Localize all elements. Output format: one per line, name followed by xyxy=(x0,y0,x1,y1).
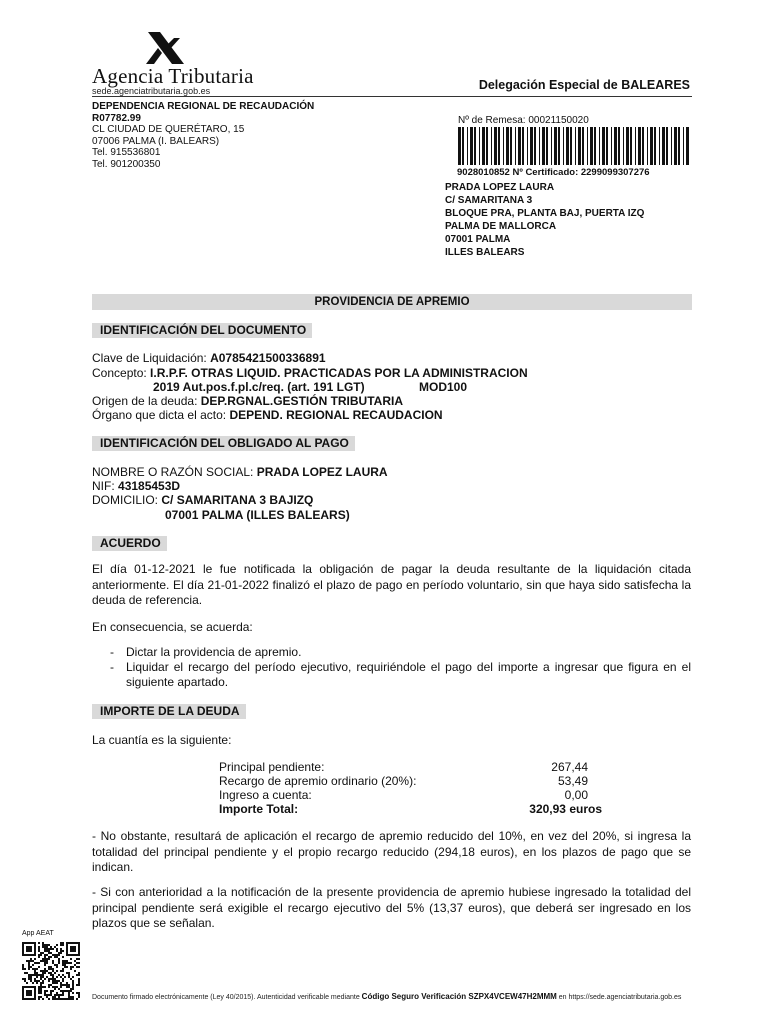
amount-value: 267,44 xyxy=(551,760,588,774)
concepto-detail: 2019 Aut.pos.f.pl.c/req. (art. 191 LGT) xyxy=(153,380,365,394)
office-city: 07006 PALMA (I. BALEARS) xyxy=(92,135,220,147)
amount-label: Principal pendiente: xyxy=(219,760,325,774)
office-name: DEPENDENCIA REGIONAL DE RECAUDACIÓN xyxy=(92,101,315,112)
nombre-label: NOMBRE O RAZÓN SOCIAL: xyxy=(92,465,254,479)
concepto-model: MOD100 xyxy=(419,380,468,394)
app-label: App AEAT xyxy=(22,930,54,937)
organo-row xyxy=(92,408,443,423)
domicilio-city: 07001 PALMA (ILLES BALEARS) xyxy=(165,508,350,522)
acuerdo-item: - Dictar la providencia de apremio. xyxy=(110,645,691,660)
footer-csv: Código Seguro Verificación SZPX4VCEW47H2MMM xyxy=(361,992,557,1001)
amount-label: Ingreso a cuenta: xyxy=(219,788,312,802)
barcode-icon xyxy=(456,127,690,165)
acuerdo-paragraph: El día 01-12-2021 le fue notificada la obligación de pagar la deuda resultante de la liquidación citada anteriormente. El día 21-01-2022 finalizó el plazo de pago en período voluntario, sin que haya sido satisfecha la deuda de referencia. xyxy=(92,562,691,607)
footer-signature xyxy=(92,992,681,1001)
amount-value: 53,49 xyxy=(557,774,588,788)
agencia-tributaria-logo-icon xyxy=(140,30,190,66)
office-code: R07782.99 xyxy=(92,112,141,124)
concepto-row xyxy=(92,366,528,381)
document-title: PROVIDENCIA DE APREMIO xyxy=(92,294,692,310)
brand-name: Agencia Tributaria xyxy=(92,64,254,88)
recipient-line: C/ SAMARITANA 3 xyxy=(445,195,533,207)
clave-label: Clave de Liquidación: xyxy=(92,351,207,365)
acuerdo-item-text: Liquidar el recargo del período ejecutivo, requiriéndole el pago del importe a ingresar que figura en el siguiente apartado. xyxy=(126,660,691,689)
section-heading-acuerdo: ACUERDO xyxy=(92,536,167,551)
domicilio-value: C/ SAMARITANA 3 BAJIZQ xyxy=(161,493,314,507)
origen-value: DEP.RGNAL.GESTIÓN TRIBUTARIA xyxy=(200,394,403,408)
acuerdo-item: - Liquidar el recargo del período ejecutivo, requiriéndole el pago del importe a ingresar que figura en el siguiente apartado. xyxy=(110,660,691,689)
clave-row xyxy=(92,351,326,366)
total-label: Importe Total: xyxy=(219,802,299,816)
recipient-line: 07001 PALMA xyxy=(445,234,511,246)
origen-label: Origen de la deuda: xyxy=(92,394,198,408)
origen-row xyxy=(92,394,403,409)
nif-label: NIF: xyxy=(92,479,115,493)
section-heading-importe: IMPORTE DE LA DEUDA xyxy=(92,704,246,719)
delegation-title: Delegación Especial de BALEARES xyxy=(478,78,690,92)
recipient-line: ILLES BALEARS xyxy=(445,247,525,259)
brand-url: sede.agenciatributaria.gob.es xyxy=(92,86,211,96)
reduced-surcharge-note: - No obstante, resultará de aplicación el recargo de apremio reducido del 10%, en vez del 20%, si ingresa la totalidad del principal pendiente y el propio recargo reducido (294,18 euros), en los plazos de pago que se indican. xyxy=(92,829,691,874)
recipient-line: PALMA DE MALLORCA xyxy=(445,221,557,233)
organo-label: Órgano que dicta el acto: xyxy=(92,408,227,422)
office-tel-1: Tel. 915536801 xyxy=(92,147,161,159)
recipient-line: PRADA LOPEZ LAURA xyxy=(445,182,555,193)
amount-value: 0,00 xyxy=(564,788,588,802)
remittance-number: Nº de Remesa: 00021150020 xyxy=(458,115,589,126)
domicilio-row xyxy=(92,493,313,508)
total-value: 320,93 euros xyxy=(529,802,602,816)
footer-site: en https://sede.agenciatributaria.gob.es xyxy=(558,994,682,1001)
office-tel-2: Tel. 901200350 xyxy=(92,158,161,170)
section-heading-obligado: IDENTIFICACIÓN DEL OBLIGADO AL PAGO xyxy=(92,436,355,451)
section-heading-document: IDENTIFICACIÓN DEL DOCUMENTO xyxy=(92,323,312,338)
recipient-line: BLOQUE PRA, PLANTA BAJ, PUERTA IZQ xyxy=(445,208,645,220)
acuerdo-consequence: En consecuencia, se acuerda: xyxy=(92,620,253,634)
acuerdo-item-text: Dictar la providencia de apremio. xyxy=(126,645,302,659)
nif-row xyxy=(92,479,180,494)
concepto-value: I.R.P.F. OTRAS LIQUID. PRACTICADAS POR LA ADMINISTRACION xyxy=(150,366,528,380)
recipient-address xyxy=(445,181,644,260)
clave-value: A0785421500336891 xyxy=(210,351,326,365)
footer-signed-text: Documento firmado electrónicamente (Ley 40/2015). Autenticidad verificable mediante xyxy=(92,994,360,1001)
nombre-value: PRADA LOPEZ LAURA xyxy=(256,465,388,479)
qr-code-icon xyxy=(22,942,80,1000)
amount-label: Recargo de apremio ordinario (20%): xyxy=(219,774,417,788)
header-divider xyxy=(92,96,692,97)
concepto-label: Concepto: xyxy=(92,366,147,380)
nombre-row xyxy=(92,465,388,480)
executive-surcharge-note: - Si con anterioridad a la notificación de la presente providencia de apremio hubiese ingresado la totalidad del principal pendiente será exigible el recargo ejecutivo del 5% (13,37 euros), que deberá ser ingresado en los plazos que se señalan. xyxy=(92,885,691,930)
office-street: CL CIUDAD DE QUERÉTARO, 15 xyxy=(92,124,245,136)
importe-intro: La cuantía es la siguiente: xyxy=(92,733,232,747)
certificate-number: 9028010852 Nº Certificado: 2299099307276 xyxy=(457,167,650,178)
organo-value: DEPEND. REGIONAL RECAUDACION xyxy=(229,408,443,422)
office-block xyxy=(92,101,314,171)
nif-value: 43185453D xyxy=(118,479,181,493)
domicilio-label: DOMICILIO: xyxy=(92,493,159,507)
